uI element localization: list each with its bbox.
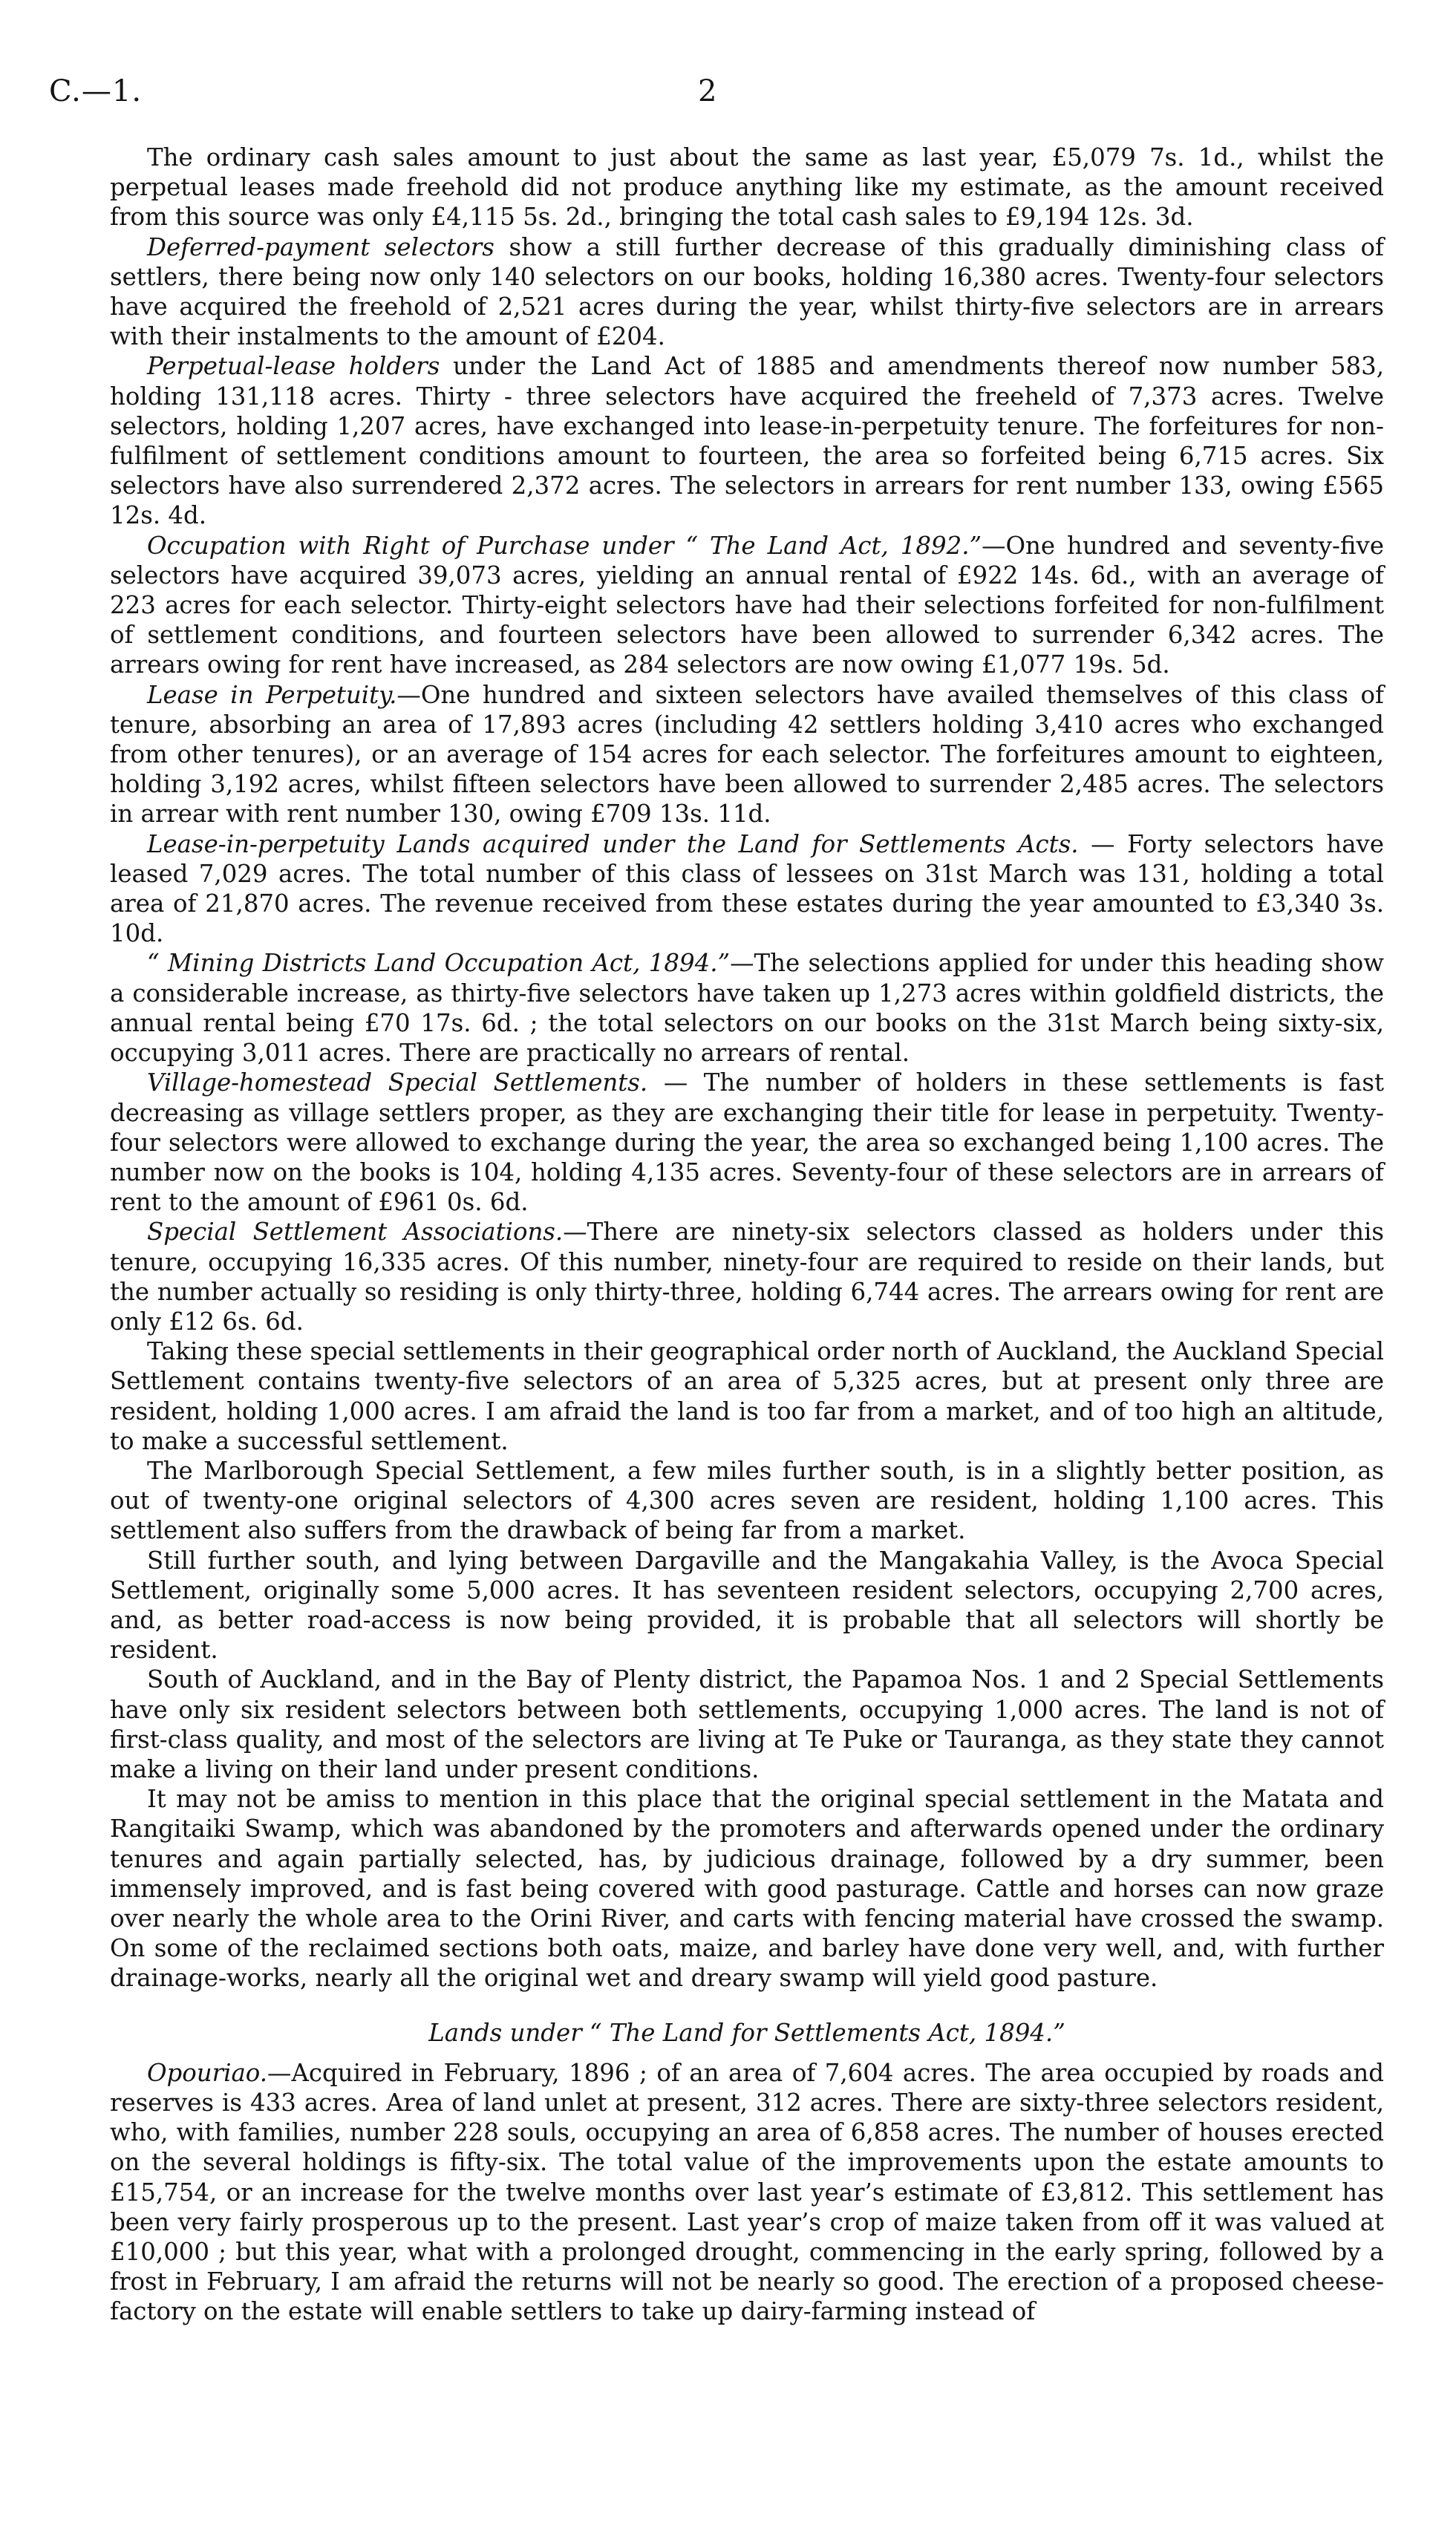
page-number: 2 (698, 74, 717, 108)
paragraph-special-settlement-associations: Special Settlement Associations.—There are ninety-six selectors classed as holders under this tenure, occupying 16,335 acres. Of this number, ninety-four are required to reside on their lands, but the number actually so residing is only thirty-three, holding 6,744 acres. The arrears owing for rent are only £12 6s. 6d. (110, 1218, 1384, 1336)
paragraph-avoca-settlement: Still further south, and lying between Dargaville and the Mangakahia Valley, is the Avoca Special Settlement, originally some 5,000 acres. It has seventeen resident selectors, occupying 2,700 acres, and, as better road-access is now being provided, it is probable that all selectors will shortly be resident. (110, 1546, 1384, 1665)
paragraph-lead: Perpetual-lease holders (147, 352, 440, 381)
paragraph-matata-swamp: It may not be amiss to mention in this place that the original special settlement in the Matata and Rangitaiki Swamp, which was abandoned by the promoters and afterwards opened under the ordinary tenures and again partially selected, has, by judicious drainage, followed by a dry summer, been immensely improved, and is fast being covered with good pasturage. Cattle and horses can now graze over nearly the whole area to the Orini River, and carts with fencing material have crossed the swamp. On some of the reclaimed sections both oats, maize, and barley have done very well, and, with further drainage-works, nearly all the original wet and dreary swamp will yield good pasture. (110, 1785, 1384, 1993)
paragraph-lease-in-perpetuity: Lease in Perpetuity.—One hundred and sixteen selectors have availed themselves of this class of tenure, absorbing an area of 17,893 acres (including 42 settlers holding 3,410 acres who exchanged from other tenures), or an average of 154 acres for each selector. The forfeitures amount to eighteen, holding 3,192 acres, whilst fifteen selectors have been allowed to surrender 2,485 acres. The selectors in arrear with rent number 130, owing £709 13s. 11d. (110, 680, 1385, 829)
paragraph-occupation-right-of-purchase: Occupation with Right of Purchase under “ The Land Act, 1892.”—One hundred and seventy-five selectors have acquired 39,073 acres, yielding an annual rental of £922 14s. 6d., with an average of 223 acres for each selector. Thirty-eight selectors have had their selections forfeited for non-fulfilment of settlement conditions, and fourteen selectors have been allowed to surrender 6,342 acres. The arrears owing for rent have increased, as 284 selectors are now owing £1,077 19s. 5d. (110, 531, 1384, 679)
paragraph-mining-districts: “ Mining Districts Land Occupation Act, 1894.”—The selections applied for under this heading show a considerable increase, as thirty-five selectors have taken up 1,273 acres within goldfield districts, the annual rental being £70 17s. 6d. ; the total selectors on our books on the 31st March being sixty-six, occupying 3,011 acres. There are practically no arrears of rental. (110, 949, 1385, 1068)
paragraph-lead: “ Mining Districts Land Occupation Act, 1894.” (147, 949, 731, 978)
paragraph-perpetual-lease: Perpetual-lease holders under the Land Act of 1885 and amendments thereof now number 583, holding 131,118 acres. Thirty - three selectors have acquired the freeheld of 7,373 acres. Twelve selectors, holding 1,207 acres, have exchanged into lease-in-perpetuity tenure. The forfeitures for non-fulfilment of settlement conditions amount to fourteen, the area so forfeited being 6,715 acres. Six selectors have also surrendered 2,372 acres. The selectors in arrears for rent number 133, owing £565 12s. 4d. (110, 352, 1384, 530)
body-text (110, 143, 1384, 2327)
paragraph-cash-sales: The ordinary cash sales amount to just about the same as last year, £5,079 7s. 1d., whilst the perpetual leases made freehold did not produce anything like my estimate, as the amount received from this source was only £4,115 5s. 2d., bringing the total cash sales to £9,194 12s. 3d. (110, 143, 1384, 232)
paragraph-lead: Village-homestead Special Settlements. (147, 1068, 648, 1097)
paragraph-opouriao: Opouriao.—Acquired in February, 1896 ; of an area of 7,604 acres. The area occupied by roads and reserves is 433 acres. Area of land unlet at present, 312 acres. There are sixty-three selectors resident, who, with families, number 228 souls, occupying an area of 6,858 acres. The number of houses erected on the several holdings is fifty-six. The total value of the improvements upon the estate amounts to £15,754, or an increase for the twelve months over last year’s estimate of £3,812. This settlement has been very fairly prosperous up to the present. Last year’s crop of maize taken from off it was valued at £10,000 ; but this year, what with a prolonged drought, commencing in the early spring, followed by a frost in February, I am afraid the returns will not be nearly so good. The erection of a proposed cheese-factory on the estate will enable settlers to take up dairy-farming instead of (110, 2058, 1384, 2326)
page-header (0, 74, 1456, 119)
paragraph-settlements-acts-leases: Lease-in-perpetuity Lands acquired under the Land for Settlements Acts. — Forty selectors have leased 7,029 acres. The total number of this class of lessees on 31st March was 131, holding a total area of 21,870 acres. The revenue received from these estates during the year amounted to £3,340 3s. 10d. (110, 829, 1384, 948)
paragraph-lead: Occupation with Right of Purchase under “ The Land Act, 1892.” (147, 531, 982, 560)
document-reference: C.—1. (49, 74, 143, 108)
paragraph-lead: Opouriao. (147, 2058, 268, 2087)
paragraph-deferred-payment: Deferred-payment selectors show a still further decrease of this gradually diminishing class of settlers, there being now only 140 selectors on our books, holding 16,380 acres. Twenty-four selectors have acquired the freehold of 2,521 acres during the year, whilst thirty-five selectors are in arrears with their instalments to the amount of £204. (110, 232, 1385, 351)
paragraph-lead: Special Settlement Associations. (147, 1218, 564, 1247)
paragraph-lead: Lease-in-perpetuity Lands acquired under the Land for Settlements Acts. (147, 829, 1079, 858)
section-heading: Lands under “ The Land for Settlements Act, 1894.” (428, 2018, 1065, 2047)
paragraph-lead: Deferred-payment selectors (147, 232, 494, 261)
paragraph-marlborough-settlement: The Marlborough Special Settlement, a few miles further south, is in a slightly better position, as out of twenty-one original selectors of 4,300 acres seven are resident, holding 1,100 acres. This settlement also suffers from the drawback of being far from a market. (110, 1456, 1384, 1545)
paragraph-lead: Lease in Perpetuity. (147, 680, 397, 709)
paragraph-village-homestead: Village-homestead Special Settlements. — The number of holders in these settlements is fast decreasing as village settlers proper, as they are exchanging their title for lease in perpetuity. Twenty-four selectors were allowed to exchange during the year, the area so exchanged being 1,100 acres. The number now on the books is 104, holding 4,135 acres. Seventy-four of these selectors are in arrears of rent to the amount of £961 0s. 6d. (110, 1068, 1384, 1217)
paragraph-auckland-settlement: Taking these special settlements in their geographical order north of Auckland, the Auckland Special Settlement contains twenty-five selectors of an area of 5,325 acres, but at present only three are resident, holding 1,000 acres. I am afraid the land is too far from a market, and of too high an altitude, to make a successful settlement. (110, 1337, 1384, 1455)
paragraph-papamoa-settlements: South of Auckland, and in the Bay of Plenty district, the Papamoa Nos. 1 and 2 Special Settlements have only six resident selectors between both settlements, occupying 1,000 acres. The land is not of first-class quality, and most of the selectors are living at Te Puke or Tauranga, as they state they cannot make a living on their land under present conditions. (110, 1665, 1384, 1783)
